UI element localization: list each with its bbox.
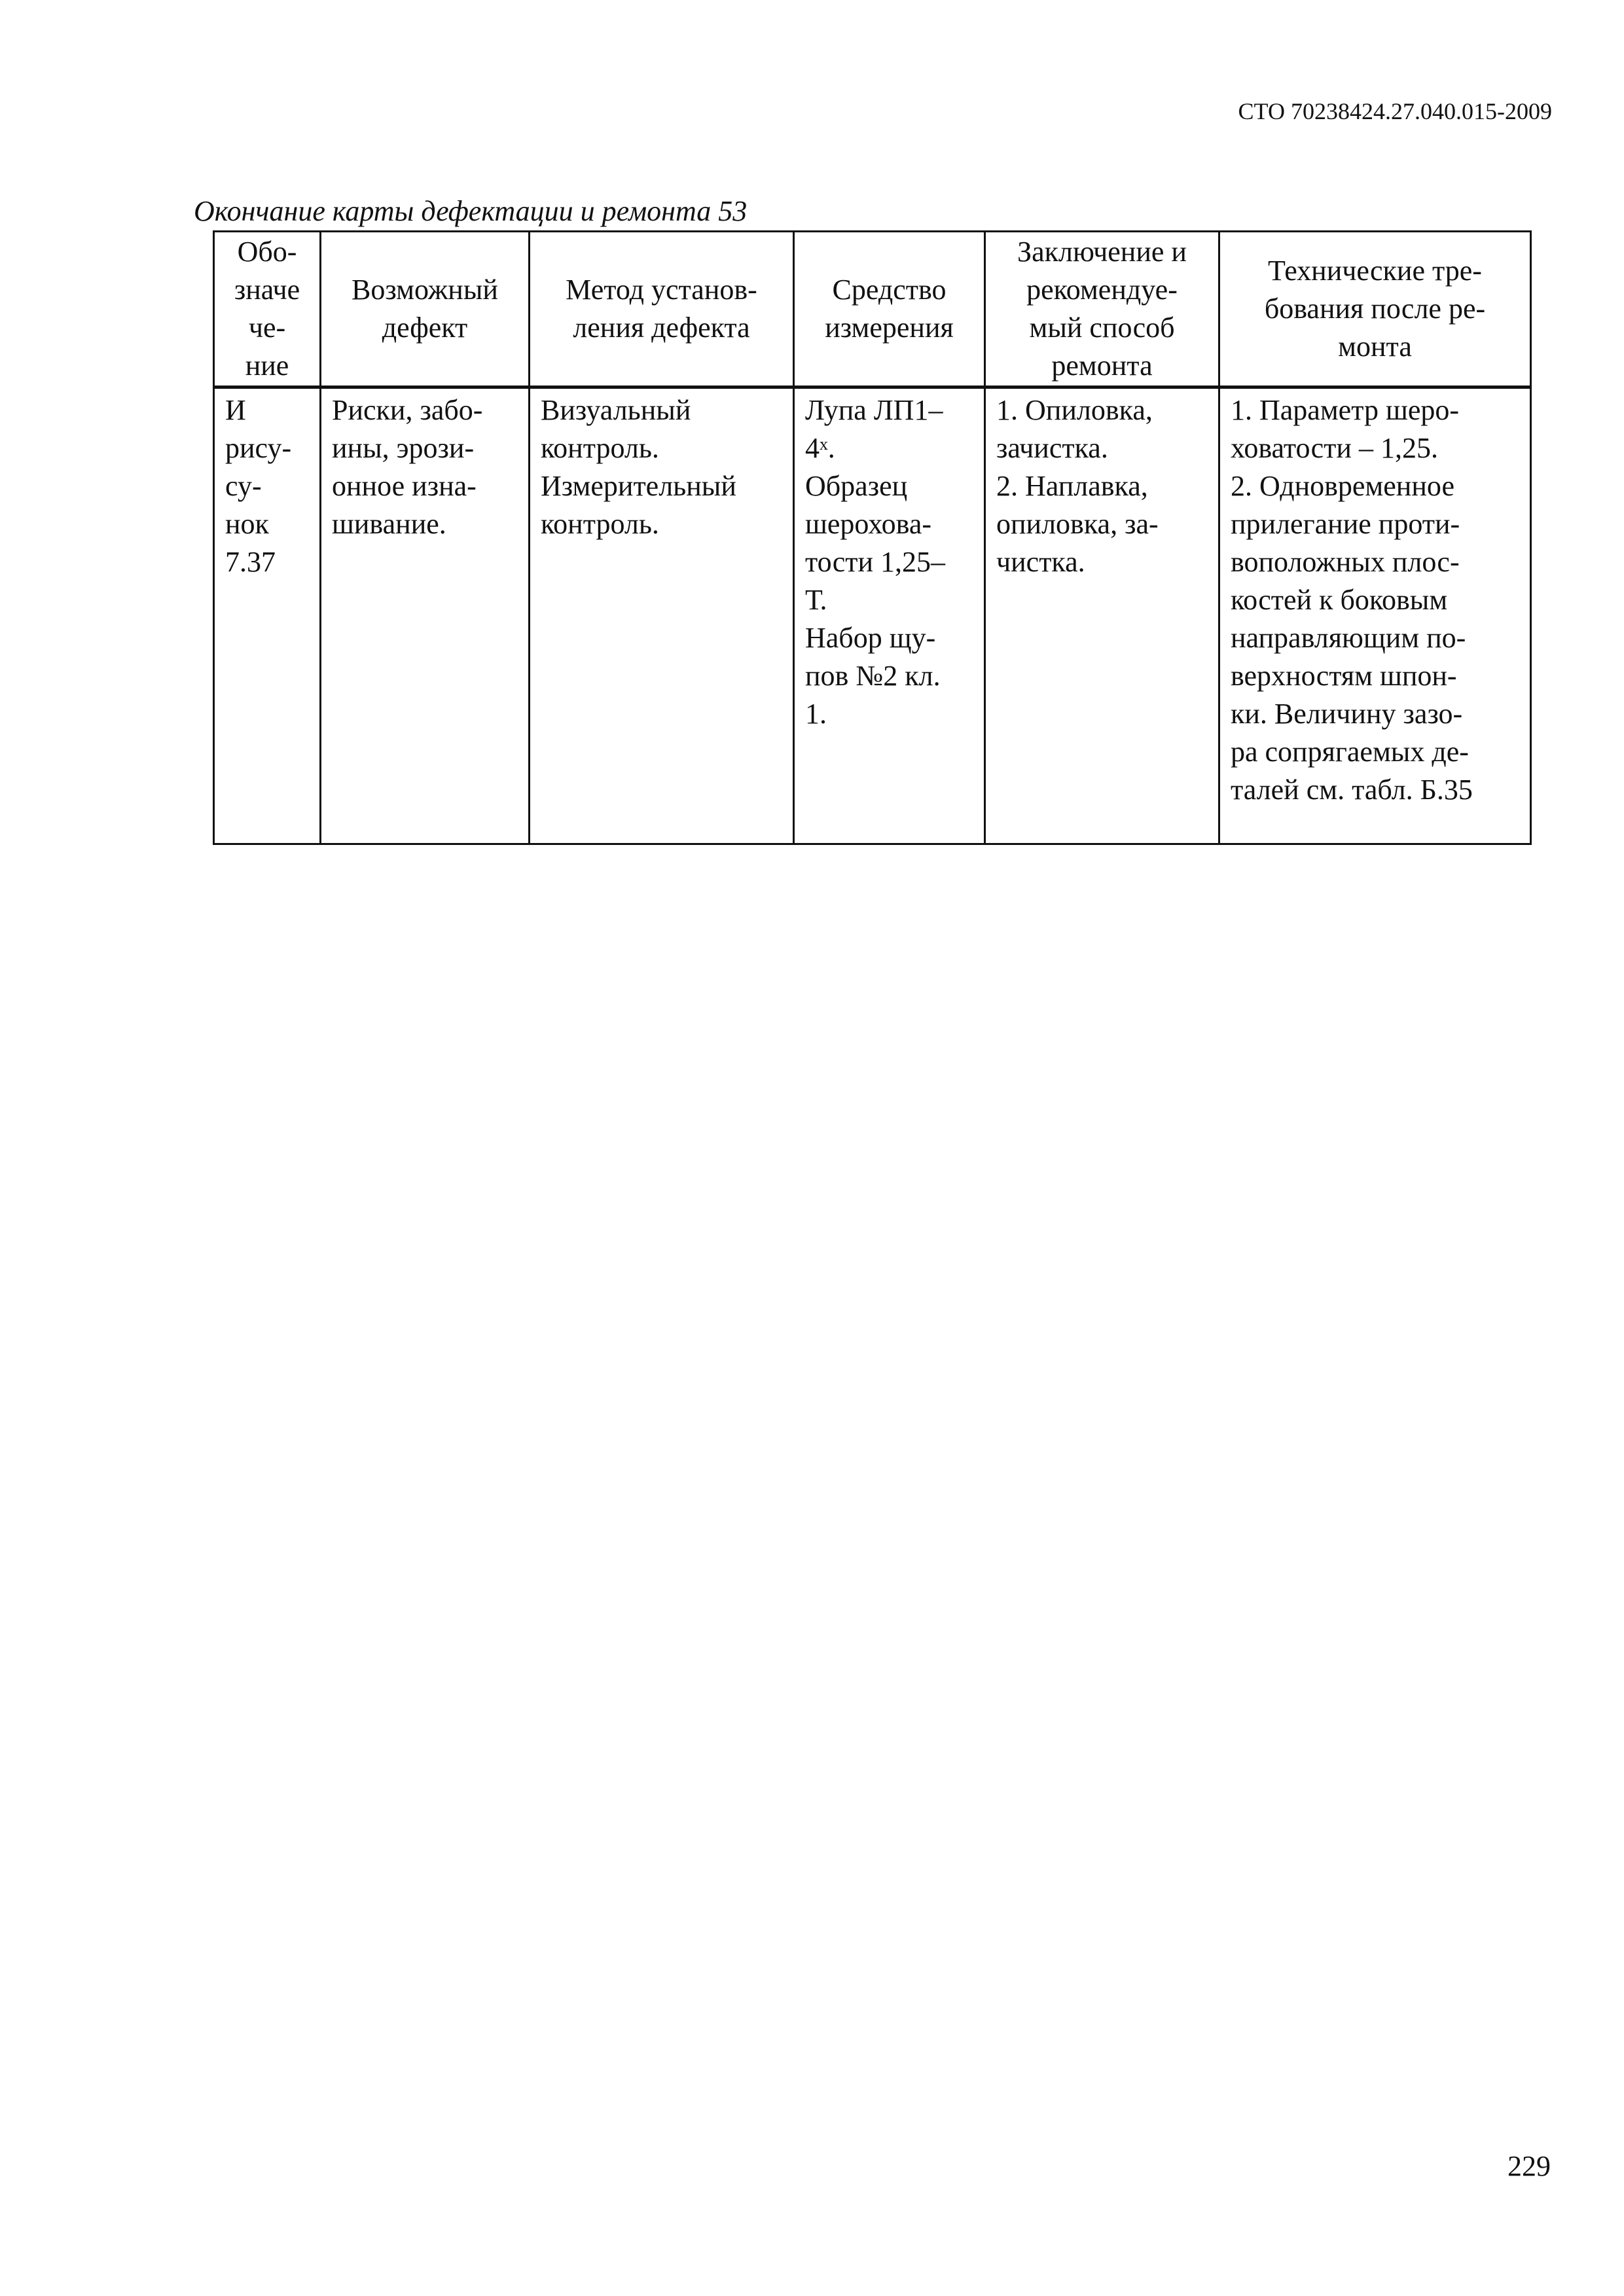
cell-text-line: дефект <box>382 312 468 344</box>
table-caption: Окончание карты дефектации и ремонта 53 <box>194 195 748 227</box>
cell-text-line: Технические тре- <box>1268 255 1482 287</box>
cell-possible-defect <box>321 387 530 844</box>
cell-text-line: Возможный <box>352 274 498 306</box>
header-detection-method <box>530 232 794 387</box>
cell-text-line: ины, эрози- <box>332 432 475 464</box>
table-row <box>214 387 1531 844</box>
cell-text-line: рису- <box>225 432 292 464</box>
header-technical-requirements <box>1219 232 1531 387</box>
cell-text-line: нок <box>225 508 269 540</box>
cell-text-line: Т. <box>805 584 827 616</box>
cell-text-line: рекомендуе- <box>1026 274 1178 306</box>
document-code: СТО 70238424.27.040.015-2009 <box>1238 98 1552 124</box>
cell-text-line: ремонта <box>1051 350 1153 382</box>
cell-text-line: ние <box>245 350 289 382</box>
cell-text-line: Обо- <box>237 236 297 268</box>
header-conclusion-repair-method <box>985 232 1219 387</box>
header-measuring-tool <box>794 232 985 387</box>
cell-text-line: Набор щу- <box>805 622 936 654</box>
cell-text-line: ления дефекта <box>573 312 750 344</box>
cell-text-line: ховатости – 1,25. <box>1231 432 1438 464</box>
cell-text-line: ки. Величину зазо- <box>1231 698 1463 730</box>
cell-text-line: онное изна- <box>332 470 477 502</box>
cell-text-line: мый способ <box>1029 312 1175 344</box>
cell-text-line: чистка. <box>996 546 1085 578</box>
cell-text-line: шивание. <box>332 508 446 540</box>
cell-text-line: 1. Опиловка, <box>996 394 1153 426</box>
cell-text-line: 2. Одновременное <box>1231 470 1454 502</box>
cell-measuring-tool <box>794 387 985 844</box>
cell-designation <box>214 387 321 844</box>
cell-text-line: прилегание проти- <box>1231 508 1460 540</box>
cell-text-line: костей к боковым <box>1231 584 1448 616</box>
cell-text-line: 2. Наплавка, <box>996 470 1148 502</box>
cell-text-line: Метод установ- <box>566 274 757 306</box>
cell-text-line: монта <box>1338 331 1412 363</box>
cell-text-line: значе <box>234 274 300 306</box>
cell-text-line: контроль. <box>541 432 659 464</box>
cell-text-line: 1. Параметр шеро- <box>1231 394 1460 426</box>
cell-text-line: талей см. табл. Б.35 <box>1231 774 1473 806</box>
cell-technical-requirements <box>1219 387 1531 844</box>
cell-text-line: бования после ре- <box>1264 293 1486 325</box>
table-header-row <box>214 232 1531 387</box>
cell-text-line: зачистка. <box>996 432 1108 464</box>
defect-repair-table <box>213 230 1532 845</box>
cell-text-line: 1. <box>805 698 827 730</box>
header-designation <box>214 232 321 387</box>
cell-text-line: че- <box>248 312 286 344</box>
cell-text-line: воположных плос- <box>1231 546 1460 578</box>
cell-text-line: верхностям шпон- <box>1231 660 1457 692</box>
cell-text-line: Образец <box>805 470 908 502</box>
cell-detection-method <box>530 387 794 844</box>
cell-text-line: пов №2 кл. <box>805 660 941 692</box>
cell-text-line: тости 1,25– <box>805 546 946 578</box>
cell-text-line: Лупа ЛП1– <box>805 394 943 426</box>
cell-text-line: Визуальный <box>541 394 691 426</box>
cell-text-line: ра сопрягаемых де- <box>1231 736 1469 768</box>
cell-text-line: су- <box>225 470 262 502</box>
cell-text-line: измерения <box>825 312 954 344</box>
cell-text-line: Заключение и <box>1017 236 1187 268</box>
cell-text-line: Измерительный <box>541 470 736 502</box>
cell-text-line: Риски, забо- <box>332 394 483 426</box>
cell-conclusion-repair-method <box>985 387 1219 844</box>
cell-text-line: контроль. <box>541 508 659 540</box>
cell-text-line: шерохова- <box>805 508 932 540</box>
page-number: 229 <box>1507 2150 1551 2182</box>
cell-text-line: 4ˣ. <box>805 432 835 464</box>
cell-text-line: опиловка, за- <box>996 508 1159 540</box>
cell-text-line: И <box>225 394 246 426</box>
cell-text-line: Средство <box>832 274 947 306</box>
cell-text-line: 7.37 <box>225 546 276 578</box>
header-possible-defect <box>321 232 530 387</box>
cell-text-line: направляющим по- <box>1231 622 1466 654</box>
